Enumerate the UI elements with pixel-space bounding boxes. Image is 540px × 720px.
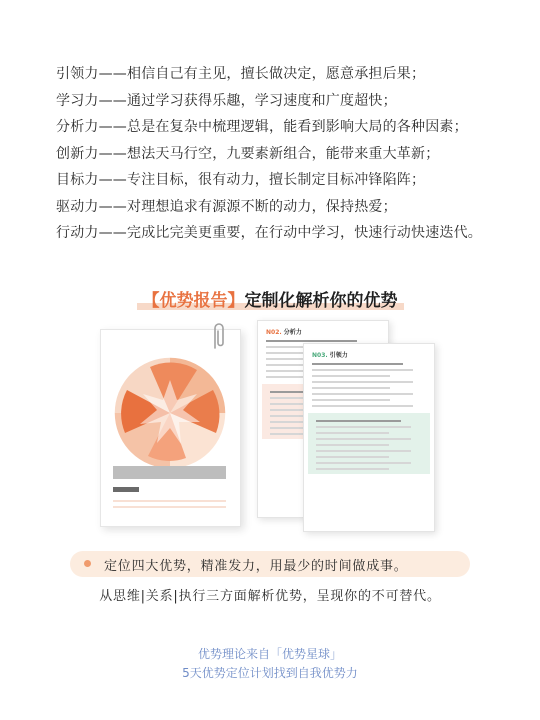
trait-goal: 目标力——专注目标，很有动力，擅长制定目标冲锋陷阵；	[56, 172, 426, 188]
text-placeholder	[316, 426, 411, 428]
bullet-dot-icon	[84, 560, 91, 567]
text-placeholder	[316, 438, 411, 440]
text-placeholder	[316, 468, 389, 470]
text-placeholder	[266, 340, 357, 342]
heading-tag: 【优势报告】	[142, 291, 245, 311]
report-cover-page	[100, 329, 241, 527]
trait-action: 行动力——完成比完美更重要，在行动中学习，快速行动快速迭代。	[56, 225, 482, 241]
text-placeholder	[312, 393, 413, 395]
trait-analysis: 分析力——总是在复杂中梳理逻辑，能看到影响大局的各种因素；	[56, 119, 468, 135]
paperclip-icon	[209, 321, 227, 351]
text-placeholder	[316, 444, 389, 446]
text-placeholder	[312, 387, 390, 389]
subtagline-text: 从思维|关系|执行三方面解析优势，呈现你的不可替代。	[99, 589, 441, 604]
text-placeholder	[312, 405, 413, 407]
trait-innovation: 创新力——想法天马行空，九要素新组合，能带来重大革新；	[56, 145, 440, 162]
text-placeholder	[316, 456, 389, 458]
doc3-highlight-block	[308, 413, 430, 474]
trait-leadership: 引领力——相信自己有主见，擅长做决定，愿意承担后果；	[56, 66, 426, 82]
text-placeholder	[316, 432, 389, 434]
text-placeholder	[312, 399, 390, 401]
doc2-header	[258, 321, 388, 336]
doc2-title: 分析力	[283, 329, 302, 336]
tagline-text: 定位四大优势，精准发力，用最少的时间做成事。	[104, 559, 408, 574]
source-plan-line: 5天优势定位计划找到自我优势力	[182, 666, 358, 680]
radar-wheel-icon	[101, 330, 240, 526]
trait-drive: 驱动力——对理想追求有源源不断的动力，保持热爱；	[56, 198, 397, 215]
text-placeholder	[316, 462, 411, 464]
heading-title: 定制化解析你的优势	[244, 291, 398, 311]
report-page-leadership	[303, 343, 435, 532]
trait-learning: 学习力——通过学习获得乐趣，学习速度和广度超快；	[56, 92, 397, 109]
doc3-number: N03.	[312, 352, 328, 359]
doc3-header	[304, 344, 434, 359]
text-placeholder	[312, 363, 403, 365]
doc2-number: N02.	[266, 329, 282, 336]
text-placeholder	[312, 369, 413, 371]
text-placeholder	[316, 420, 401, 422]
doc3-title: 引领力	[329, 352, 348, 359]
text-placeholder	[312, 381, 413, 383]
text-placeholder	[316, 450, 411, 452]
source-credit-line: 优势理论来自「优势星球」	[197, 647, 342, 661]
text-placeholder	[312, 375, 390, 377]
